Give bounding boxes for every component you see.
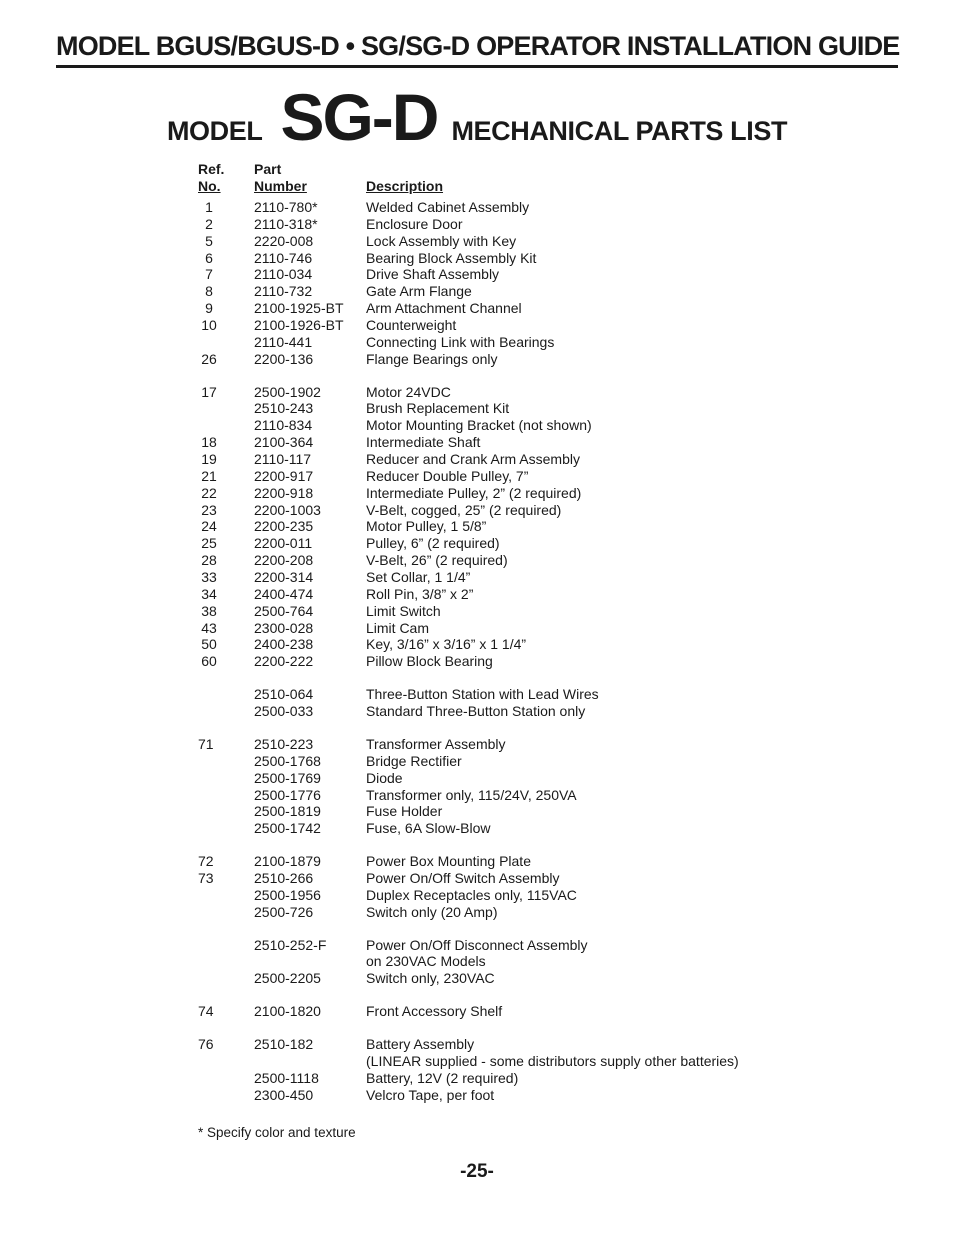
ref-number xyxy=(198,887,220,904)
ref-number: 22 xyxy=(201,484,217,501)
header-part-top: Part xyxy=(254,161,282,177)
ref-number: 9 xyxy=(205,300,213,317)
part-number: 2510-252-F xyxy=(254,936,327,953)
table-row xyxy=(198,603,739,620)
ref-number xyxy=(198,1070,220,1087)
ref-number: 17 xyxy=(201,383,217,400)
table-row xyxy=(198,1053,739,1070)
part-description: Transformer Assembly xyxy=(366,735,506,752)
ref-number: 38 xyxy=(201,602,217,619)
part-number: 2110-834 xyxy=(254,417,313,434)
part-number: 2510-243 xyxy=(254,400,314,417)
table-header-top xyxy=(198,161,739,178)
table-row xyxy=(198,216,739,233)
ref-number: 25 xyxy=(201,535,217,552)
ref-number: 18 xyxy=(201,434,217,451)
table-row xyxy=(198,400,739,417)
part-number: 2200-1003 xyxy=(254,501,321,518)
part-description: Enclosure Door xyxy=(366,215,463,232)
part-number: 2500-033 xyxy=(254,703,314,720)
part-number: 2110-034 xyxy=(254,266,313,283)
part-number: 2510-266 xyxy=(254,869,314,886)
part-number: 2200-222 xyxy=(254,653,314,670)
part-number: 2110-746 xyxy=(254,249,313,266)
part-number: 2110-780* xyxy=(254,199,318,215)
row-spacer xyxy=(198,368,739,384)
part-description: Intermediate Pulley, 2” (2 required) xyxy=(366,484,582,501)
part-number: 2500-1902 xyxy=(254,383,321,400)
part-description: Counterweight xyxy=(366,317,457,334)
ref-number: 74 xyxy=(198,1003,214,1020)
table-row xyxy=(198,953,739,970)
table-row xyxy=(198,970,739,987)
ref-number: 33 xyxy=(201,569,217,586)
part-description: Gate Arm Flange xyxy=(366,283,472,300)
ref-number xyxy=(198,803,220,820)
part-number: 2500-1118 xyxy=(254,1069,319,1086)
ref-number: 21 xyxy=(201,467,217,484)
header-part-bottom: Number xyxy=(254,178,307,194)
ref-number xyxy=(198,686,220,703)
part-number: 2110-117 xyxy=(254,451,312,468)
table-row xyxy=(198,1036,739,1053)
table-row xyxy=(198,803,739,820)
table-row xyxy=(198,1070,739,1087)
table-row xyxy=(198,636,739,653)
part-number: 2400-238 xyxy=(254,636,314,653)
part-number: 2500-1769 xyxy=(254,769,321,786)
table-row xyxy=(198,620,739,637)
part-number: 2110-441 xyxy=(254,333,313,350)
part-description: on 230VAC Models xyxy=(366,953,486,970)
ref-number xyxy=(198,820,220,837)
table-row xyxy=(198,770,739,787)
part-number: 2100-1820 xyxy=(254,1003,321,1020)
table-row xyxy=(198,887,739,904)
part-description: Pillow Block Bearing xyxy=(366,653,493,670)
ref-number xyxy=(198,703,220,720)
part-number: 2510-223 xyxy=(254,735,314,752)
part-number: 2500-1768 xyxy=(254,752,321,769)
table-row xyxy=(198,736,739,753)
table-row xyxy=(198,904,739,921)
ref-number xyxy=(198,970,220,987)
ref-number xyxy=(198,770,220,787)
table-header-bottom xyxy=(198,178,739,195)
part-number: 2300-028 xyxy=(254,619,314,636)
table-row xyxy=(198,1003,739,1020)
part-description: Front Accessory Shelf xyxy=(366,1003,503,1020)
part-description: Arm Attachment Channel xyxy=(366,300,522,317)
ref-number: 6 xyxy=(205,249,213,266)
ref-number: 26 xyxy=(201,350,217,367)
part-number: 2500-1956 xyxy=(254,886,321,903)
part-number: 2200-136 xyxy=(254,350,314,367)
part-description: Connecting Link with Bearings xyxy=(366,333,555,350)
table-row xyxy=(198,502,739,519)
header-description: Description xyxy=(366,178,444,194)
row-spacer xyxy=(198,720,739,736)
ref-number: 28 xyxy=(201,552,217,569)
page-number: -25- xyxy=(460,1161,494,1182)
part-number: 2500-764 xyxy=(254,602,314,619)
part-number: 2510-182 xyxy=(254,1035,314,1052)
part-number: 2110-318* xyxy=(254,215,318,232)
ref-number: 8 xyxy=(205,283,213,300)
ref-number: 1 xyxy=(205,199,213,215)
part-description: Drive Shaft Assembly xyxy=(366,266,500,283)
ref-number: 72 xyxy=(198,853,214,870)
ref-number xyxy=(198,334,220,351)
ref-number xyxy=(198,400,220,417)
header-ref-bottom-cell xyxy=(198,178,254,195)
part-description: Motor Pulley, 1 5/8” xyxy=(366,518,487,535)
part-description: Lock Assembly with Key xyxy=(366,232,517,249)
table-row xyxy=(198,569,739,586)
ref-number xyxy=(198,904,220,921)
table-row xyxy=(198,283,739,300)
table-row xyxy=(198,300,739,317)
table-row xyxy=(198,334,739,351)
part-number: 2110-732 xyxy=(254,283,313,300)
part-description: Power On/Off Switch Assembly xyxy=(366,869,560,886)
part-description: Reducer Double Pulley, 7” xyxy=(366,467,529,484)
ref-number: 24 xyxy=(201,518,217,535)
table-row xyxy=(198,653,739,670)
row-spacer xyxy=(198,670,739,686)
part-description: Fuse Holder xyxy=(366,803,443,820)
part-description: Intermediate Shaft xyxy=(366,434,481,451)
header-desc-cell xyxy=(366,178,443,195)
row-spacer xyxy=(198,921,739,937)
ref-number: 60 xyxy=(201,653,217,670)
part-description: Duplex Receptacles only, 115VAC xyxy=(366,886,577,903)
table-row xyxy=(198,586,739,603)
part-number xyxy=(254,1053,366,1070)
ref-number: 23 xyxy=(201,501,217,518)
ref-number: 5 xyxy=(205,232,213,249)
table-row xyxy=(198,753,739,770)
table-row xyxy=(198,199,739,216)
part-description: Set Collar, 1 1/4” xyxy=(366,569,471,586)
title-prefix: MODEL xyxy=(166,116,263,146)
part-description: Bearing Block Assembly Kit xyxy=(366,249,537,266)
table-body xyxy=(198,199,739,1103)
part-number: 2100-1926-BT xyxy=(254,317,344,334)
part-number: 2300-450 xyxy=(254,1086,314,1103)
row-spacer xyxy=(198,1020,739,1036)
part-number: 2200-918 xyxy=(254,484,314,501)
header-ref-top: Ref. xyxy=(198,161,225,177)
table-row xyxy=(198,233,739,250)
ref-number: 2 xyxy=(205,215,213,232)
part-description: Velcro Tape, per foot xyxy=(366,1086,495,1103)
header-part-bottom-cell xyxy=(254,178,366,195)
part-description: Welded Cabinet Assembly xyxy=(366,199,530,215)
table-row xyxy=(198,853,739,870)
part-description: Switch only (20 Amp) xyxy=(366,903,498,920)
ref-number: 76 xyxy=(198,1035,214,1052)
part-description: Pulley, 6” (2 required) xyxy=(366,535,500,552)
title-suffix: MECHANICAL PARTS LIST xyxy=(451,116,788,146)
ref-number xyxy=(198,937,220,954)
ref-number: 71 xyxy=(198,735,214,752)
part-description: Fuse, 6A Slow-Blow xyxy=(366,820,491,837)
table-row xyxy=(198,384,739,401)
ref-number xyxy=(198,787,220,804)
table-row xyxy=(198,451,739,468)
ref-number xyxy=(198,753,220,770)
part-number: 2200-011 xyxy=(254,535,313,552)
ref-number: 50 xyxy=(201,636,217,653)
table-row xyxy=(198,250,739,267)
ref-number xyxy=(198,1087,220,1104)
table-row xyxy=(198,703,739,720)
part-description: Power Box Mounting Plate xyxy=(366,853,531,870)
table-row xyxy=(198,351,739,368)
part-number: 2100-1925-BT xyxy=(254,300,344,317)
part-description: Switch only, 230VAC xyxy=(366,970,495,987)
ref-number xyxy=(198,1053,220,1070)
part-description: Three-Button Station with Lead Wires xyxy=(366,686,599,703)
table-row xyxy=(198,1087,739,1104)
part-description: Limit Cam xyxy=(366,619,430,636)
row-spacer xyxy=(198,987,739,1003)
part-description: Power On/Off Disconnect Assembly xyxy=(366,936,588,953)
part-number: 2200-917 xyxy=(254,467,314,484)
row-spacer xyxy=(198,837,739,853)
ref-number: 10 xyxy=(201,317,217,334)
part-number: 2100-364 xyxy=(254,434,314,451)
part-description: V-Belt, 26” (2 required) xyxy=(366,552,508,569)
part-number xyxy=(254,953,366,970)
page-title xyxy=(0,82,954,171)
part-description: (LINEAR supplied - some distributors supply other batteries) xyxy=(366,1052,739,1069)
table-row xyxy=(198,434,739,451)
part-description: Motor Mounting Bracket (not shown) xyxy=(366,417,592,434)
part-number: 2500-2205 xyxy=(254,970,321,987)
part-number: 2200-235 xyxy=(254,518,314,535)
table-row xyxy=(198,485,739,502)
ref-number: 43 xyxy=(201,619,217,636)
ref-number: 7 xyxy=(205,266,213,283)
ref-number: 34 xyxy=(201,585,217,602)
table-row xyxy=(198,937,739,954)
part-number: 2400-474 xyxy=(254,585,314,602)
table-row xyxy=(198,417,739,434)
part-number: 2200-208 xyxy=(254,552,314,569)
part-description: Diode xyxy=(366,769,403,786)
part-description: Battery, 12V (2 required) xyxy=(366,1069,519,1086)
part-number: 2100-1879 xyxy=(254,853,321,870)
part-description: Battery Assembly xyxy=(366,1035,475,1052)
part-number: 2510-064 xyxy=(254,686,314,703)
table-row xyxy=(198,820,739,837)
ref-number xyxy=(198,953,220,970)
part-description: V-Belt, cogged, 25” (2 required) xyxy=(366,501,562,518)
table-row xyxy=(198,535,739,552)
table-row xyxy=(198,787,739,804)
part-description: Bridge Rectifier xyxy=(366,752,462,769)
part-description: Roll Pin, 3/8” x 2” xyxy=(366,585,474,602)
table-row xyxy=(198,468,739,485)
table-row xyxy=(198,552,739,569)
part-description: Standard Three-Button Station only xyxy=(366,703,586,720)
part-number: 2220-008 xyxy=(254,232,314,249)
ref-number xyxy=(198,417,220,434)
table-row xyxy=(198,686,739,703)
title-model: SG-D xyxy=(280,80,438,154)
footnote: * Specify color and texture xyxy=(198,1125,356,1140)
guide-header xyxy=(56,30,898,68)
part-description: Reducer and Crank Arm Assembly xyxy=(366,451,580,468)
parts-table xyxy=(198,161,739,1103)
part-number: 2500-1742 xyxy=(254,820,321,837)
part-number: 2500-1819 xyxy=(254,803,321,820)
table-row xyxy=(198,266,739,283)
part-number: 2500-1776 xyxy=(254,786,321,803)
part-description: Motor 24VDC xyxy=(366,383,451,400)
part-description: Brush Replacement Kit xyxy=(366,400,510,417)
ref-number: 19 xyxy=(201,451,217,468)
table-row xyxy=(198,518,739,535)
part-description: Transformer only, 115/24V, 250VA xyxy=(366,786,577,803)
guide-header-title: MODEL BGUS/BGUS-D • SG/SG-D OPERATOR INSTALLATION GUIDE xyxy=(56,31,900,61)
part-description: Limit Switch xyxy=(366,602,441,619)
ref-number: 73 xyxy=(198,869,214,886)
part-description: Key, 3/16” x 3/16” x 1 1/4” xyxy=(366,636,527,653)
part-number: 2200-314 xyxy=(254,569,314,586)
table-row xyxy=(198,870,739,887)
header-ref-bottom: No. xyxy=(198,178,221,194)
part-number: 2500-726 xyxy=(254,903,314,920)
table-row xyxy=(198,317,739,334)
part-description: Flange Bearings only xyxy=(366,350,498,367)
